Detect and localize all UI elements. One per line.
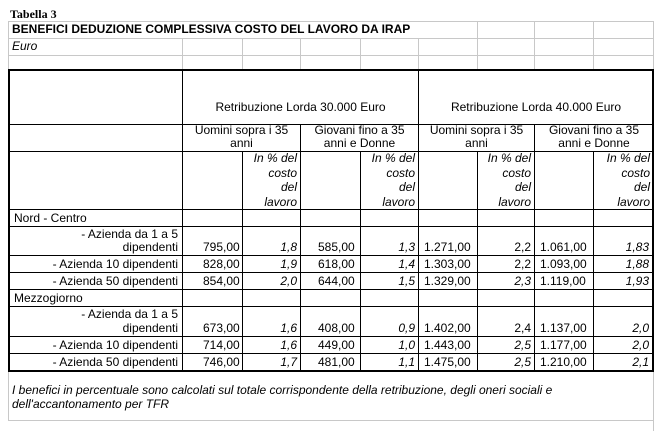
pct-header: In % del costo del lavoro: [253, 151, 297, 209]
pct-cell: 1,5: [398, 274, 415, 288]
section-label-nord-centro: Nord - Centro: [14, 211, 87, 225]
pct-cell: 2,0: [632, 321, 649, 335]
value-cell: 1.303,00: [424, 257, 471, 271]
pct-cell: 1,8: [280, 240, 297, 254]
group-header-40000: Retribuzione Lorda 40.000 Euro: [450, 100, 622, 114]
row-label: - Azienda 50 dipendenti: [52, 355, 178, 369]
value-cell: 1.271,00: [424, 240, 471, 254]
subgroup-header-giovani-30-l2: anni e Donne: [323, 136, 396, 150]
pct-cell: 0,9: [398, 321, 415, 335]
pct-cell: 2,5: [514, 338, 531, 352]
group-header-30000: Retribuzione Lorda 30.000 Euro: [215, 100, 386, 114]
pct-cell: 1,88: [625, 257, 649, 271]
pct-cell: 1,1: [398, 355, 415, 369]
subgroup-header-giovani-40: Giovani fino a 35: [548, 123, 640, 137]
value-cell: 854,00: [203, 274, 240, 288]
value-cell: 1.443,00: [424, 338, 471, 352]
value-cell: 1.061,00: [540, 240, 587, 254]
value-cell: 585,00: [318, 240, 355, 254]
pct-cell: 2,2: [514, 257, 531, 271]
section-label-mezzogiorno: Mezzogiorno: [14, 291, 83, 305]
value-cell: 673,00: [203, 321, 240, 335]
pct-cell: 1,6: [280, 338, 297, 352]
pct-cell: 1,0: [398, 338, 415, 352]
value-cell: 1.093,00: [540, 257, 587, 271]
row-label: - Azienda 50 dipendenti: [52, 274, 178, 288]
value-cell: 1.210,00: [540, 355, 587, 369]
pct-cell: 2,0: [280, 274, 297, 288]
value-cell: 1.475,00: [424, 355, 471, 369]
row-label-cont: dipendenti: [122, 321, 178, 335]
value-cell: 618,00: [318, 257, 355, 271]
pct-cell: 2,2: [514, 240, 531, 254]
value-cell: 644,00: [318, 274, 355, 288]
pct-cell: 1,93: [625, 274, 649, 288]
pct-header: In % del costo del lavoro: [606, 151, 650, 209]
pct-header: In % del costo del lavoro: [487, 151, 531, 209]
value-cell: 795,00: [203, 240, 240, 254]
value-cell: 1.177,00: [540, 338, 587, 352]
subgroup-header-uomini-40-l2: anni: [465, 136, 488, 150]
value-cell: 714,00: [203, 338, 240, 352]
footnote: I benefici in percentuale sono calcolati sul totale corrispondente della retribuzione, degli oneri sociali e dell'accantonamento per TFR: [12, 383, 553, 411]
row-label-cont: dipendenti: [122, 240, 178, 254]
table-caption: Tabella 3: [10, 7, 57, 21]
unit-label: Euro: [12, 39, 38, 53]
row-label: - Azienda 10 dipendenti: [52, 338, 178, 352]
pct-cell: 1,9: [280, 257, 297, 271]
pct-cell: 1,3: [398, 240, 415, 254]
pct-cell: 2,0: [632, 338, 649, 352]
subgroup-header-giovani-30: Giovani fino a 35: [314, 123, 405, 137]
subgroup-header-uomini-30-l2: anni: [230, 136, 253, 150]
row-label: - Azienda da 1 a 5: [81, 227, 178, 241]
subgroup-header-giovani-40-l2: anni e Donne: [558, 136, 630, 150]
value-cell: 449,00: [318, 338, 355, 352]
subgroup-header-uomini-40: Uomini sopra i 35: [429, 123, 524, 137]
value-cell: 408,00: [318, 321, 355, 335]
pct-cell: 2,5: [514, 355, 531, 369]
value-cell: 1.402,00: [424, 321, 471, 335]
pct-cell: 1,7: [280, 355, 297, 369]
pct-cell: 2,3: [514, 274, 531, 288]
row-label: - Azienda da 1 a 5: [81, 307, 178, 321]
value-cell: 1.137,00: [540, 321, 587, 335]
value-cell: 828,00: [203, 257, 240, 271]
value-cell: 746,00: [203, 355, 240, 369]
subgroup-header-uomini-30: Uomini sopra i 35: [194, 123, 289, 137]
pct-cell: 1,83: [625, 240, 649, 254]
pct-header: In % del costo del lavoro: [371, 151, 415, 209]
pct-cell: 1,6: [280, 321, 297, 335]
value-cell: 1.119,00: [540, 274, 586, 288]
pct-cell: 1,4: [398, 257, 415, 271]
value-cell: 1.329,00: [424, 274, 471, 288]
pct-cell: 2,1: [632, 355, 649, 369]
value-cell: 481,00: [318, 355, 355, 369]
row-label: - Azienda 10 dipendenti: [52, 257, 178, 271]
table-title: BENEFICI DEDUZIONE COMPLESSIVA COSTO DEL LAVORO DA IRAP: [12, 22, 411, 36]
pct-cell: 2,4: [514, 321, 531, 335]
